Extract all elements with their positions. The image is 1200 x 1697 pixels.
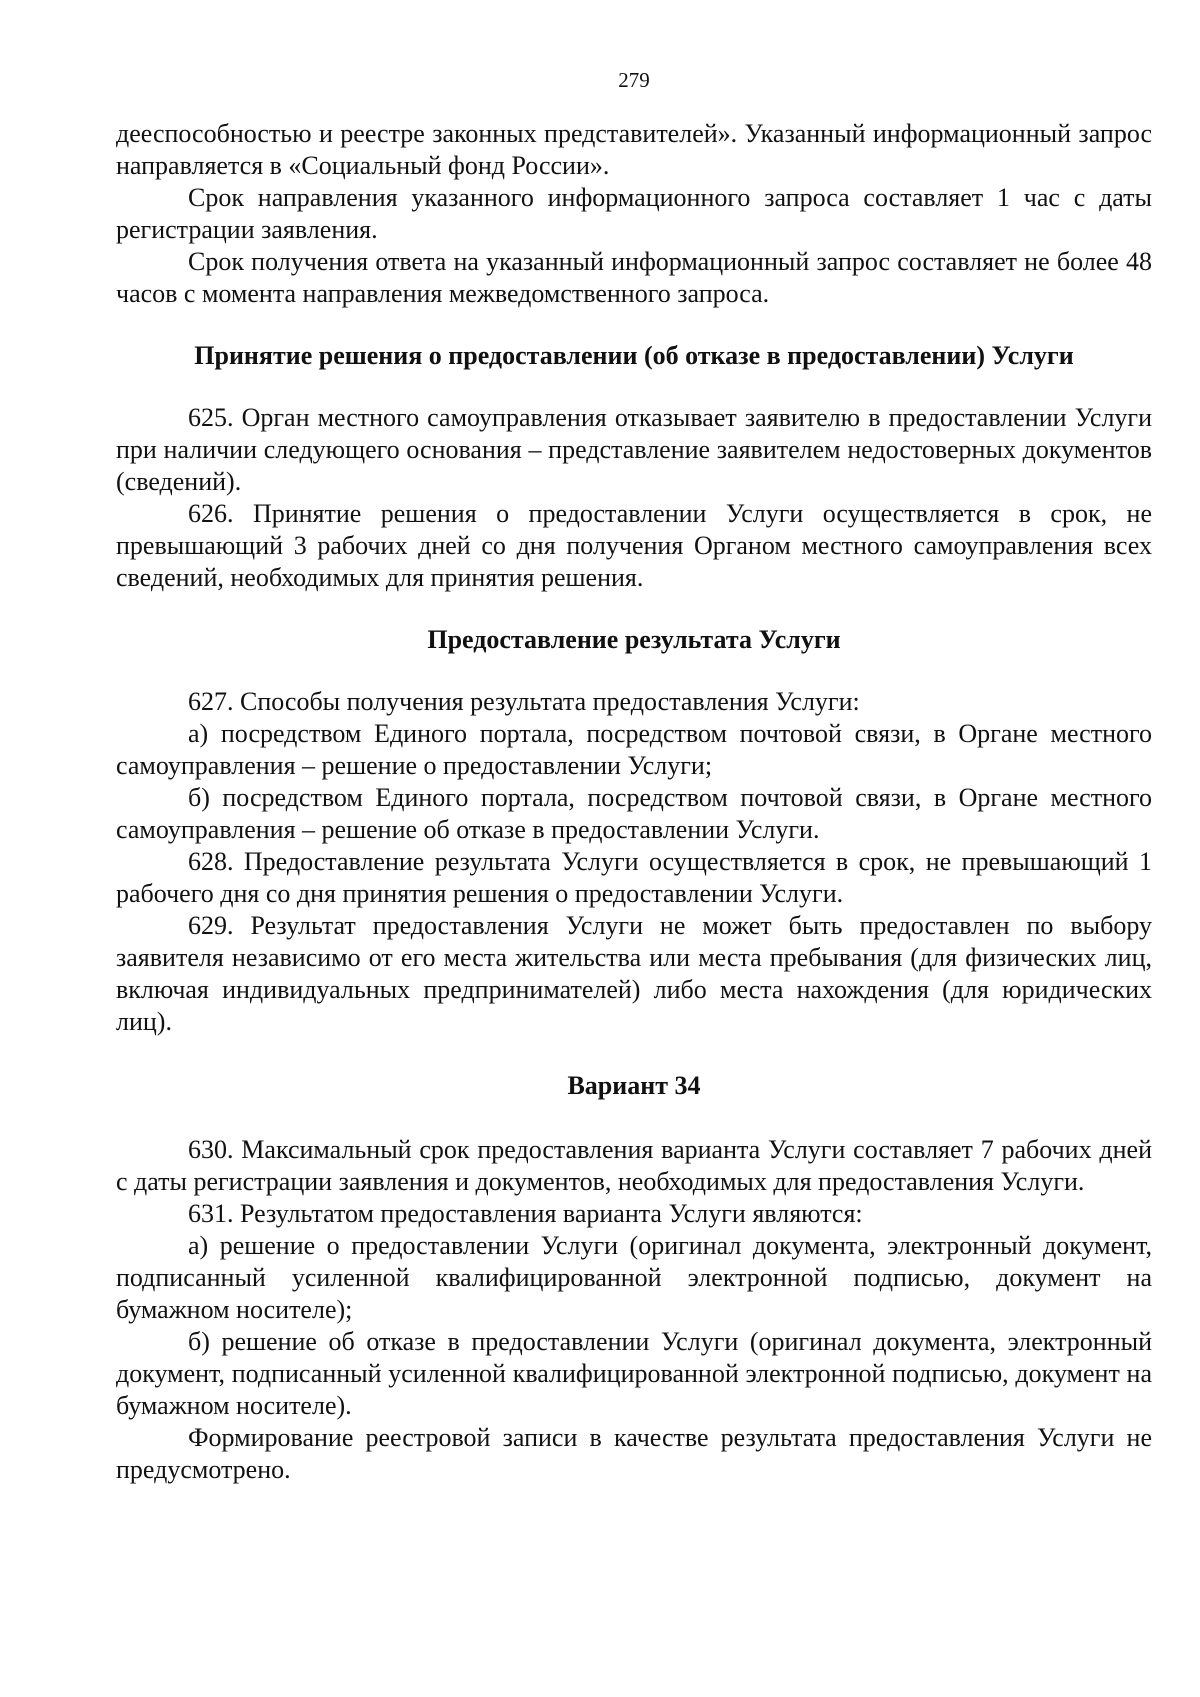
section-heading-result: Предоставление результата Услуги (427, 625, 841, 654)
paragraph-628: 628. Предоставление результата Услуги осуществляется в срок, не превышающий 1 рабочего дня со дня принятия решения о предоставлении Услуги. (116, 847, 1152, 908)
paragraph-631: 631. Результатом предоставления варианта Услуги являются: (188, 1199, 863, 1228)
paragraph: Срок направления указанного информационного запроса составляет 1 час с даты регистрации заявления. (116, 183, 1152, 244)
paragraph-627: 627. Способы получения результата предоставления Услуги: (188, 687, 860, 716)
paragraph-631-b: б) решение об отказе в предоставлении Услуги (оригинал документа, электронный документ, подписанный усиленной квалифицированной электронной подписью, документ на бумажном носителе). (116, 1327, 1152, 1420)
paragraph: Срок получения ответа на указанный информационный запрос составляет не более 48 часов с момента направления межведомственного запроса. (116, 247, 1152, 308)
paragraph-631-a: а) решение о предоставлении Услуги (оригинал документа, электронный документ, подписанный усиленной квалифицированной электронной подписью, документ на бумажном носителе); (116, 1231, 1152, 1324)
section-heading-decision: Принятие решения о предоставлении (об отказе в предоставлении) Услуги (194, 341, 1074, 370)
section-heading-variant-34: Вариант 34 (567, 1071, 701, 1100)
paragraph-629: 629. Результат предоставления Услуги не может быть предоставлен по выбору заявителя независимо от его места жительства или места пребывания (для физических лиц, включая индивидуальных предпринимателей) либо места нахождения (для юридических лиц). (116, 911, 1152, 1036)
paragraph-626: 626. Принятие решения о предоставлении Услуги осуществляется в срок, не превышающий 3 рабочих дней со дня получения Органом местного самоуправления всех сведений, необходимых для принятия решения. (116, 499, 1152, 592)
paragraph-627-a: а) посредством Единого портала, посредством почтовой связи, в Органе местного самоуправления – решение о предоставлении Услуги; (116, 719, 1152, 780)
paragraph-630: 630. Максимальный срок предоставления варианта Услуги составляет 7 рабочих дней с даты регистрации заявления и документов, необходимых для предоставления Услуги. (116, 1135, 1152, 1196)
paragraph-625: 625. Орган местного самоуправления отказывает заявителю в предоставлении Услуги при наличии следующего основания – представление заявителем недостоверных документов (сведений). (116, 403, 1152, 496)
page-number: 279 (618, 68, 650, 92)
paragraph-627-b: б) посредством Единого портала, посредством почтовой связи, в Органе местного самоуправления – решение об отказе в предоставлении Услуги. (116, 783, 1152, 844)
paragraph-continued: дееспособностью и реестре законных представителей». Указанный информационный запрос направляется в «Социальный фонд России». (116, 119, 1152, 180)
paragraph-registry-note: Формирование реестровой записи в качестве результата предоставления Услуги не предусмотрено. (116, 1423, 1152, 1484)
